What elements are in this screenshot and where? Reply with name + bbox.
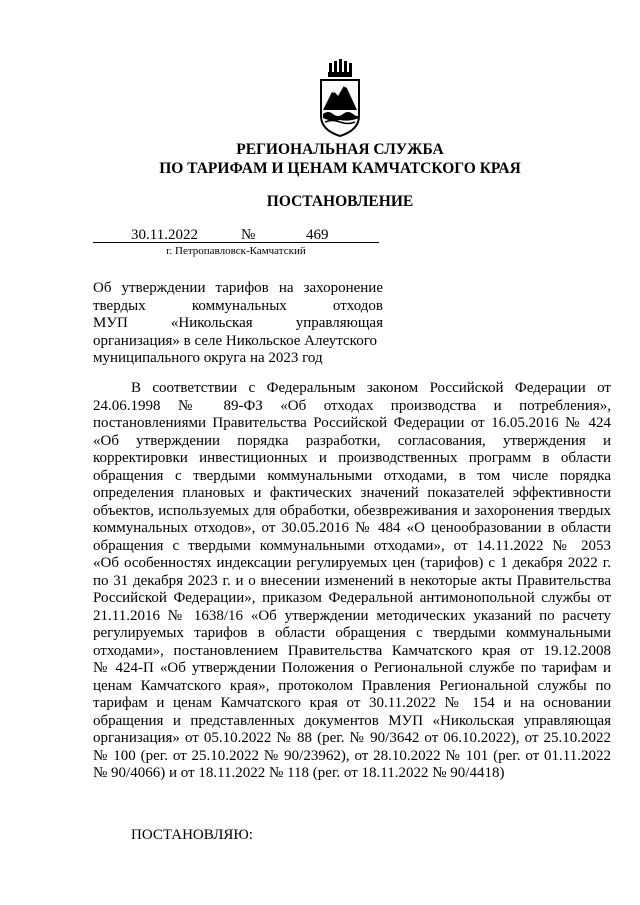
subject-line: твердых коммунальных отходов [93,297,383,314]
document-date: 30.11.2022 [131,227,198,243]
document-subject [93,280,383,368]
paragraph-line: отходами», постановлением Правительства Камчатского края от 19.12.2008 [93,642,611,659]
subject-line: муниципального округа на 2023 год [93,350,323,366]
paragraph-line: постановлениями Правительства Российской Федерации от 16.05.2016 № 424 [93,415,611,431]
paragraph-line: 21.11.2016 № 1638/16 «Об утверждении методических указаний по расчету [93,607,611,624]
document-number: 469 [306,227,329,243]
paragraph-line: по 31 декабря 2023 г. и о внесении изменений в некоторые акты Правительства [93,572,611,589]
paragraph-line: № 100 (рег. от 25.10.2022 № 90/23962), от 28.10.2022 № 101 (рег. от 01.11.2022 [93,747,611,764]
paragraph-line: тарифам и ценам Камчатского края от 30.11.2022 № 154 и на основании [93,695,611,711]
subject-line: Об утверждении тарифов на захоронение [93,280,383,296]
document-place: г. Петропавловск-Камчатский [166,245,306,257]
paragraph-line: В соответствии с Федеральным законом Российской Федерации от [131,380,611,396]
subject-line: организация» в селе Никольское Алеутского [93,332,377,349]
document-type: ПОСТАНОВЛЕНИЕ [266,193,414,210]
document-number-label: № [241,227,256,243]
paragraph-line: ценам Камчатского края», протоколом Правления Региональной службы по [93,677,611,694]
paragraph-line: определения плановых и фактических значений показателей эффективности [93,485,611,501]
organization-title-line-1: РЕГИОНАЛЬНАЯ СЛУЖБА [236,141,444,158]
paragraph-line: «Об утверждении порядка разработки, согласования, утверждения и [93,432,611,449]
paragraph-line: объектов, используемых для обработки, обезвреживания и захоронения твердых [93,502,611,519]
paragraph-line: обращения с твердыми коммунальными отходами», от 14.11.2022 № 2053 [93,537,611,554]
date-number-underline [93,242,379,243]
subject-line: МУП «Никольская управляющая [93,315,383,331]
kamchatka-coat-of-arms-icon [319,58,361,138]
organization-title [90,140,590,178]
paragraph-line: 24.06.1998 № 89-ФЗ «Об отходах производства и потребления», [93,397,611,414]
resolution-heading: ПОСТАНОВЛЯЮ: [131,827,253,843]
paragraph-line: коммунальных отходов», от 30.05.2016 № 484 «О ценообразовании в области [93,520,611,536]
organization-title-line-2: ПО ТАРИФАМ И ЦЕНАМ КАМЧАТСКОГО КРАЯ [159,160,521,177]
paragraph-line: № 90/4066) и от 18.11.2022 № 118 (рег. от 18.11.2022 № 90/4418) [93,765,505,781]
paragraph-line: обращения с твердыми коммунальными отходами, в том числе порядка [93,467,611,484]
paragraph-line: «Об особенностях индексации регулируемых цен (тарифов) с 1 декабря 2022 г. [93,555,611,571]
paragraph-line: Российской Федерации», приказом Федеральной антимонопольной службы от [93,590,611,606]
paragraph-line: корректировки инвестиционных и производственных программ в области [93,450,611,466]
preamble-paragraph [93,380,611,783]
paragraph-line: № 424-П «Об утверждении Положения о Региональной службе по тарифам и [93,660,611,676]
paragraph-line: обращения и представленных документов МУП «Никольская управляющая [93,712,611,729]
paragraph-line: регулируемых тарифов в области обращения с твердыми коммунальными [93,625,611,641]
paragraph-line: организация» от 05.10.2022 № 88 (рег. № 90/3642 от 06.10.2022), от 25.10.2022 [93,730,611,746]
